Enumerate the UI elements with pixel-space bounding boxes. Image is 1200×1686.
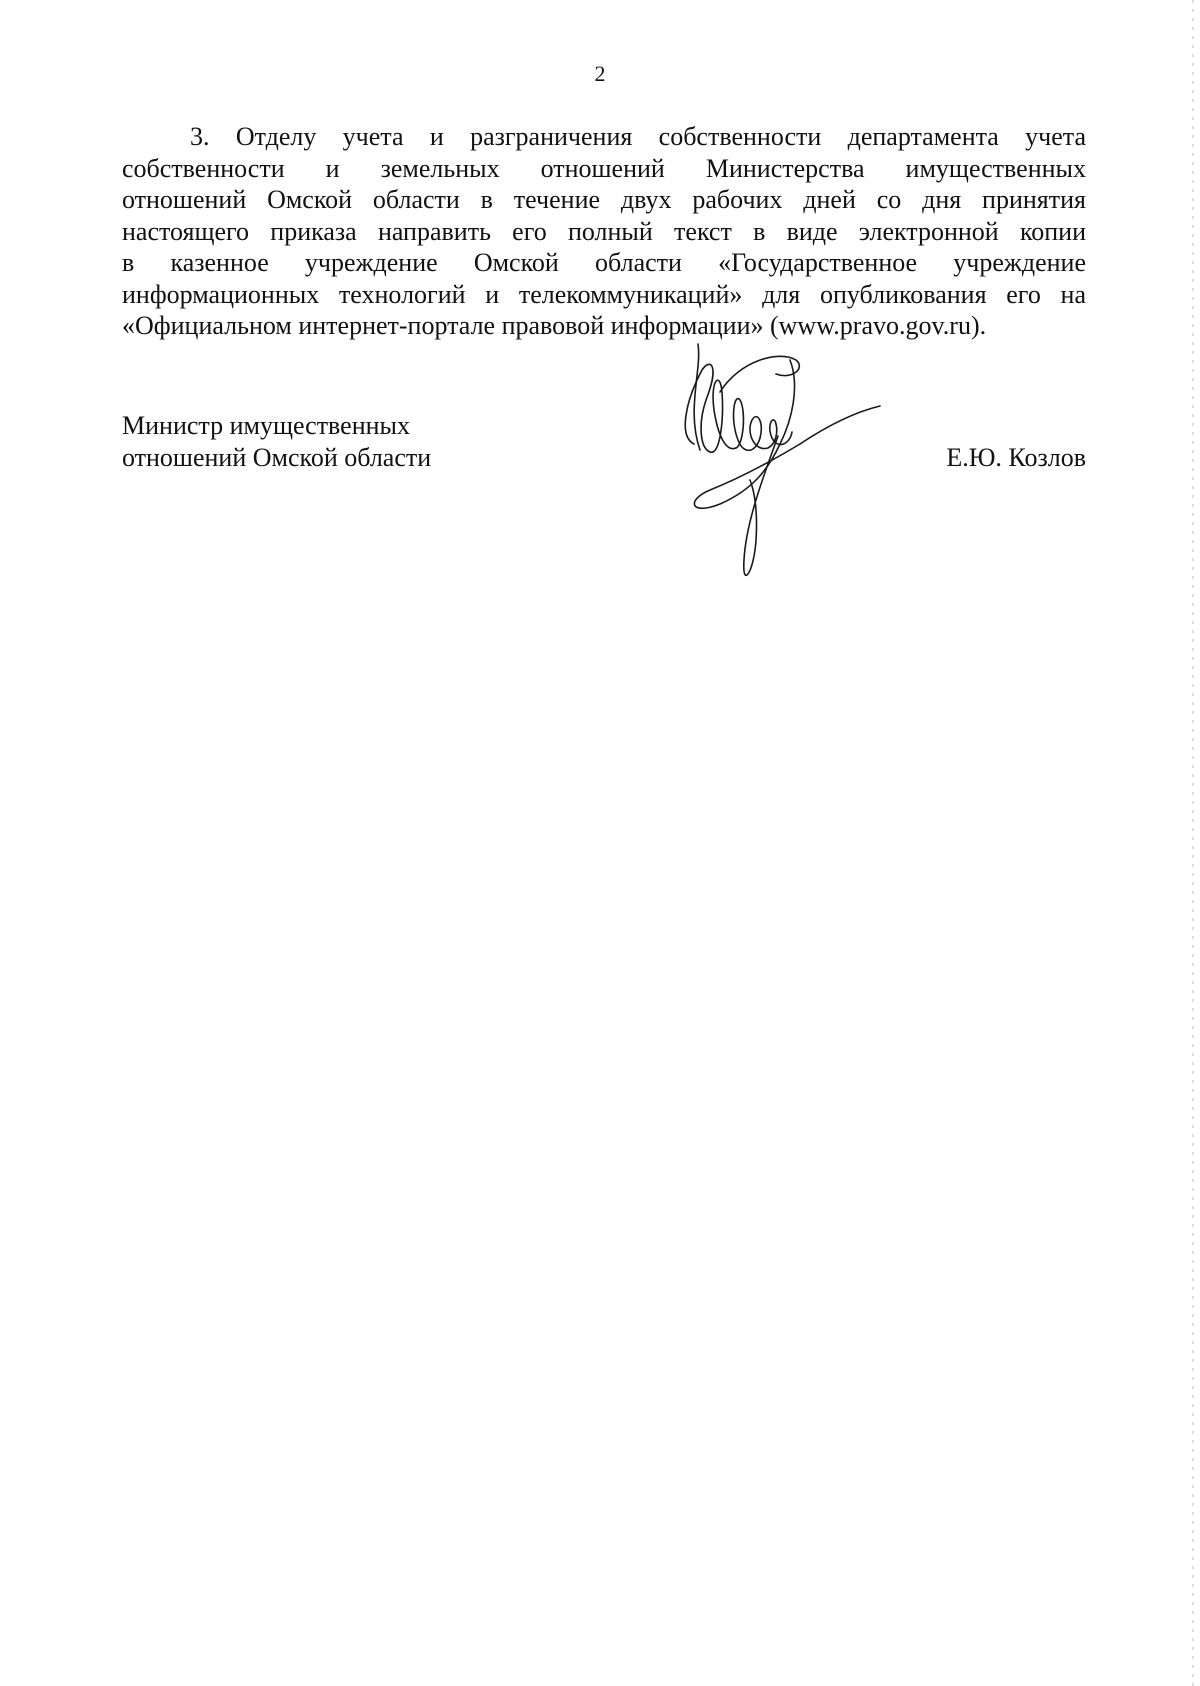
signer-title-line: Министр имущественных	[122, 411, 411, 440]
scan-edge-artifact	[1192, 0, 1194, 1686]
paragraph-line: информационных технологий и телекоммуникаций» для опубликования его на	[122, 279, 1086, 309]
signer-name: Е.Ю. Козлов	[946, 443, 1086, 472]
signer-title-line: отношений Омской области	[122, 443, 432, 472]
handwritten-signature	[680, 340, 940, 620]
paragraph-line: собственности и земельных отношений Министерства имущественных	[122, 153, 1086, 183]
signer-title	[122, 410, 431, 474]
paragraph-line: 3. Отделу учета и разграничения собственности департамента учета	[190, 122, 1086, 151]
paragraph-line: отношений Омской области в течение двух рабочих дней со дня принятия	[122, 185, 1086, 214]
paragraph-line: в казенное учреждение Омской области «Государственное учреждение	[122, 248, 1086, 277]
paragraph-line: настоящего приказа направить его полный текст в виде электронной копии	[122, 216, 1086, 246]
paragraph-line: «Официальном интернет-портале правовой информации» (www.pravo.gov.ru).	[122, 311, 987, 340]
paragraph-item-3	[122, 121, 1086, 342]
page-number: 2	[594, 61, 606, 86]
